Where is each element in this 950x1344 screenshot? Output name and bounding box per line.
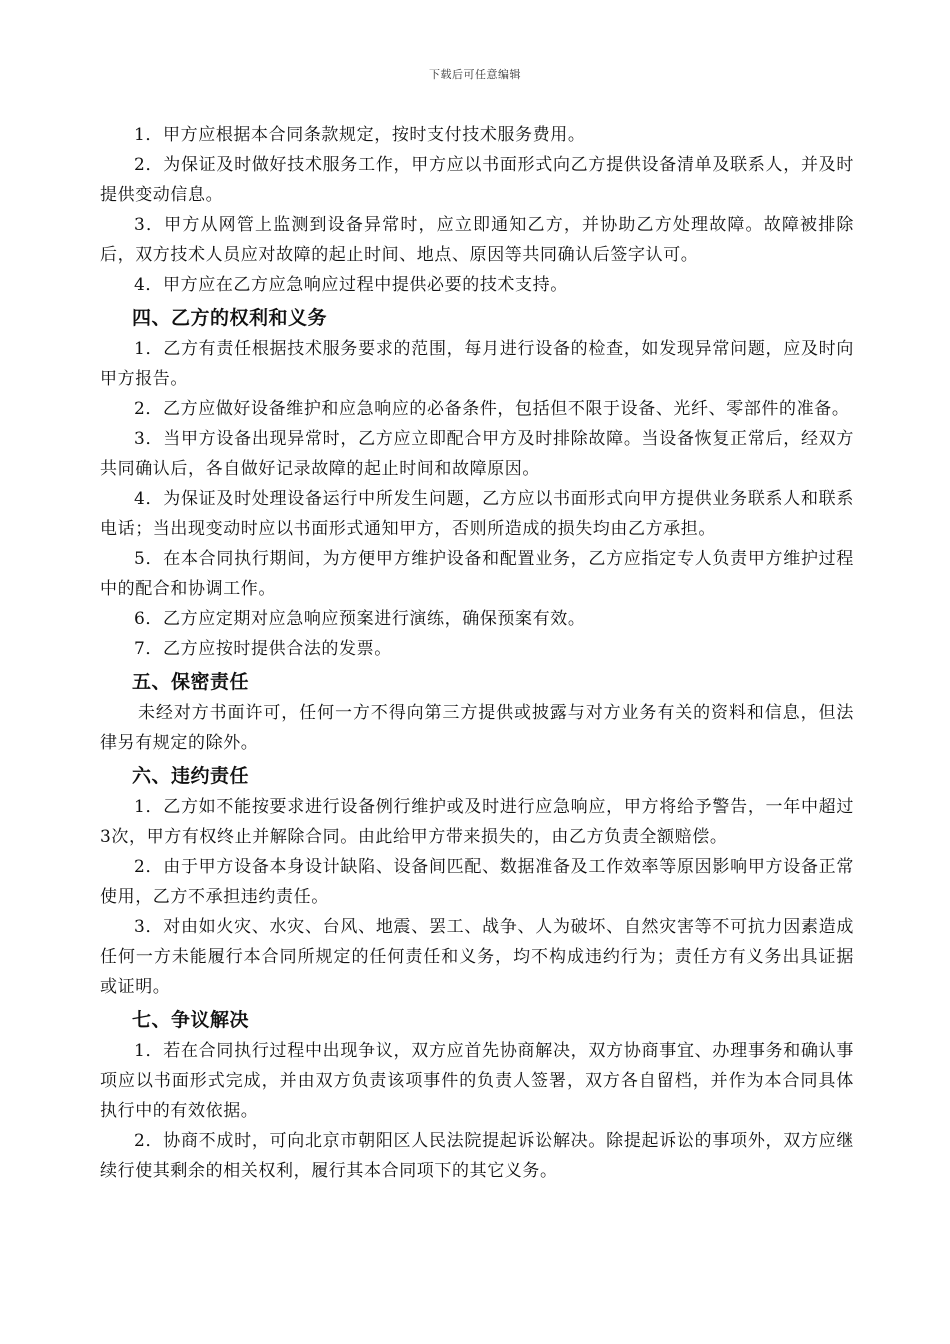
paragraph-dispute-1: 1．若在合同执行过程中出现争议，双方应首先协商解决，双方协商事宜、办理事务和确认事项应以书面形式完成，并由双方负责该项事件的负责人签署，双方各自留档，并作为本合同具体执行中的有效依据。 [100, 1041, 854, 1121]
paragraph-party-b-7: 7．乙方应按时提供合法的发票。 [134, 639, 392, 659]
paragraph-party-a-2: 2．为保证及时做好技术服务工作，甲方应以书面形式向乙方提供设备清单及联系人，并及时提供变动信息。 [100, 155, 854, 205]
paragraph-party-b-4: 4．为保证及时处理设备运行中所发生问题，乙方应以书面形式向甲方提供业务联系人和联系电话；当出现变动时应以书面形式通知甲方，否则所造成的损失均由乙方承担。 [100, 489, 854, 539]
paragraph-confidentiality-1: 未经对方书面许可，任何一方不得向第三方提供或披露与对方业务有关的资料和信息，但法律另有规定的除外。 [100, 703, 854, 753]
paragraph-breach-2: 2．由于甲方设备本身设计缺陷、设备间匹配、数据准备及工作效率等原因影响甲方设备正常使用，乙方不承担违约责任。 [100, 857, 854, 907]
paragraph-party-b-6: 6．乙方应定期对应急响应预案进行演练，确保预案有效。 [134, 609, 586, 629]
paragraph-dispute-2: 2．协商不成时，可向北京市朝阳区人民法院提起诉讼解决。除提起诉讼的事项外，双方应继续行使其剩余的相关权利，履行其本合同项下的其它义务。 [100, 1131, 854, 1181]
paragraph-breach-1: 1．乙方如不能按要求进行设备例行维护或及时进行应急响应，甲方将给予警告，一年中超过3次，甲方有权终止并解除合同。由此给甲方带来损失的，由乙方负责全额赔偿。 [100, 797, 854, 847]
paragraph-party-b-2: 2．乙方应做好设备维护和应急响应的必备条件，包括但不限于设备、光纤、零部件的准备。 [134, 399, 850, 419]
paragraph-party-b-3: 3．当甲方设备出现异常时，乙方应立即配合甲方及时排除故障。当设备恢复正常后，经双方共同确认后，各自做好记录故障的起止时间和故障原因。 [100, 429, 854, 479]
section-heading-dispute-resolution: 七、争议解决 [132, 1009, 250, 1031]
section-heading-confidentiality: 五、保密责任 [132, 671, 250, 693]
paragraph-party-b-1: 1．乙方有责任根据技术服务要求的范围，每月进行设备的检查，如发现异常问题，应及时向甲方报告。 [100, 339, 854, 389]
page-header: 下载后可任意编辑 [429, 68, 521, 81]
section-heading-breach-liability: 六、违约责任 [132, 765, 250, 787]
paragraph-party-a-3: 3．甲方从网管上监测到设备异常时，应立即通知乙方，并协助乙方处理故障。故障被排除后，双方技术人员应对故障的起止时间、地点、原因等共同确认后签字认可。 [100, 215, 854, 265]
paragraph-party-a-4: 4．甲方应在乙方应急响应过程中提供必要的技术支持。 [134, 275, 568, 295]
document-body [100, 120, 854, 1186]
paragraph-breach-3: 3．对由如火灾、水灾、台风、地震、罢工、战争、人为破坏、自然灾害等不可抗力因素造成任何一方未能履行本合同所规定的任何责任和义务，均不构成违约行为；责任方有义务出具证据或证明。 [100, 917, 854, 997]
paragraph-party-b-5: 5．在本合同执行期间，为方便甲方维护设备和配置业务，乙方应指定专人负责甲方维护过程中的配合和协调工作。 [100, 549, 854, 599]
paragraph-party-a-1: 1．甲方应根据本合同条款规定，按时支付技术服务费用。 [134, 125, 586, 145]
section-heading-party-b-rights: 四、乙方的权利和义务 [132, 307, 328, 329]
